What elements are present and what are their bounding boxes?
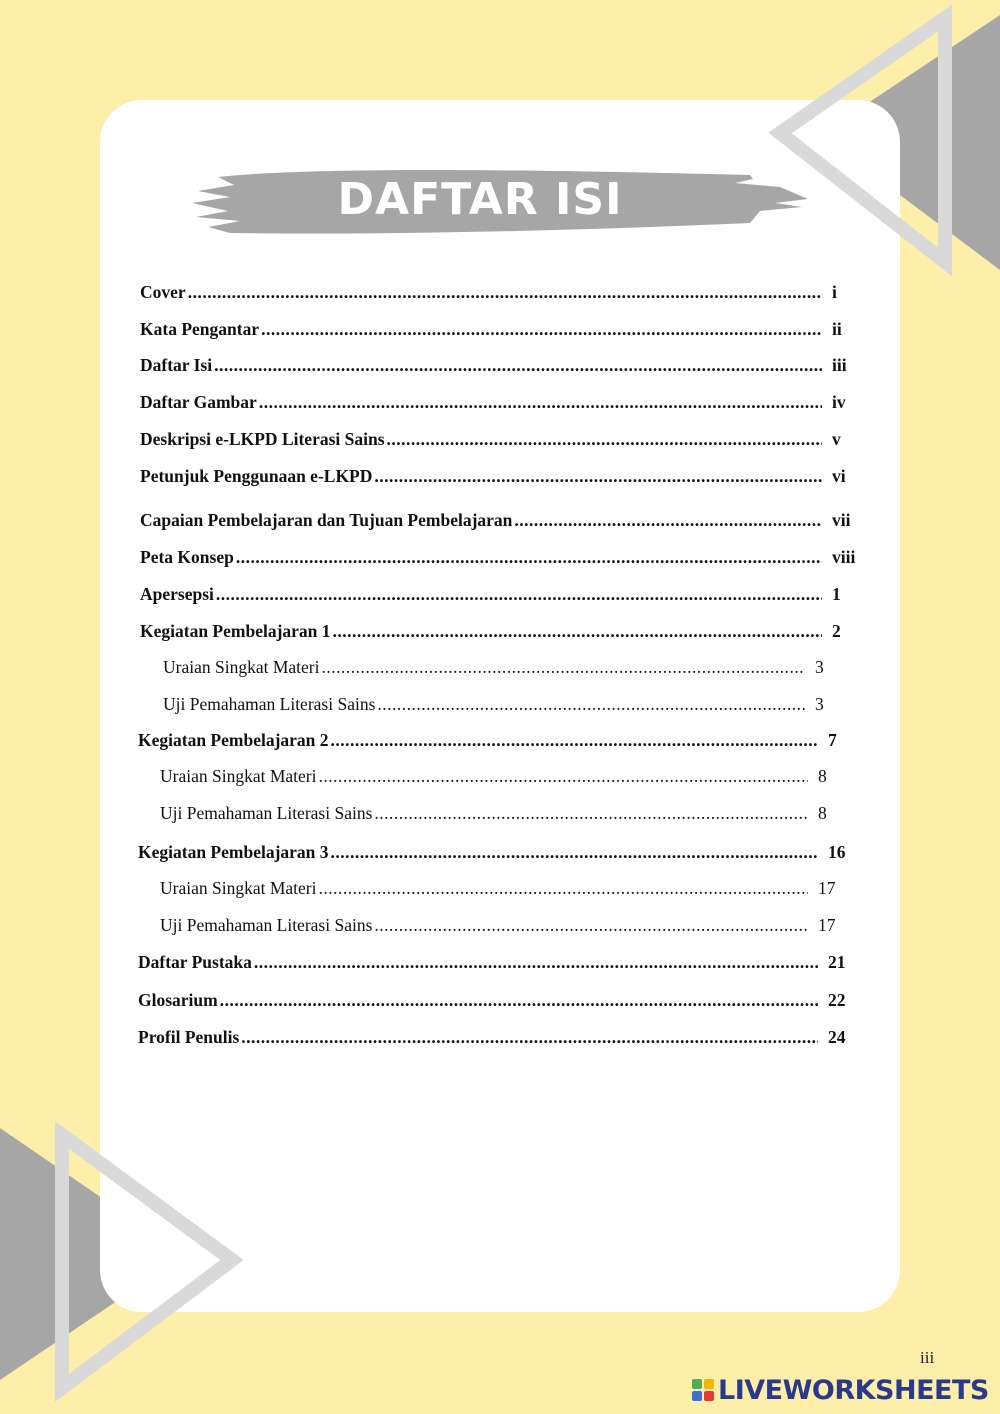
toc-entry-page: 21: [828, 952, 846, 972]
toc-dot-leader: [321, 657, 805, 678]
toc-entry-page: 16: [828, 842, 846, 862]
toc-entry-page: 3: [815, 657, 824, 677]
toc-entry-title: Uraian Singkat Materi: [160, 766, 317, 786]
toc-entry[interactable]: [140, 282, 870, 303]
toc-entry[interactable]: [140, 429, 870, 450]
toc-entry-page: iv: [832, 392, 846, 412]
toc-entry-title: Kata Pengantar: [140, 319, 260, 339]
toc-entry-page: iii: [832, 355, 847, 375]
toc-dot-leader: [374, 466, 822, 487]
toc-subentry[interactable]: [160, 803, 856, 824]
toc-entry-page: 3: [815, 694, 824, 714]
toc-entry-page: ii: [832, 319, 842, 339]
toc-entry-page: 8: [818, 766, 827, 786]
toc-entry-page: i: [832, 282, 837, 302]
page-number: iii: [920, 1348, 935, 1367]
toc-dot-leader: [377, 694, 805, 715]
toc-dot-leader: [331, 730, 818, 751]
toc-dot-leader: [318, 766, 808, 787]
toc-entry-title: Uraian Singkat Materi: [160, 878, 317, 898]
liveworksheets-brand[interactable]: [692, 1372, 989, 1408]
toc-entry[interactable]: [138, 730, 866, 751]
toc-entry[interactable]: [138, 952, 866, 973]
toc-dot-leader: [387, 429, 822, 450]
toc-entry-title: Daftar Gambar: [140, 392, 257, 412]
toc-entry[interactable]: [140, 621, 870, 642]
page-title: DAFTAR ISI: [337, 173, 623, 225]
bottom-left-triangle-outline: [62, 1135, 232, 1388]
toc-subentry[interactable]: [160, 915, 856, 936]
toc-entry[interactable]: [140, 466, 870, 487]
toc-entry-page: viii: [832, 547, 856, 567]
toc-entry-page: 24: [828, 1027, 846, 1047]
toc-dot-leader: [514, 510, 822, 531]
toc-dot-leader: [261, 319, 822, 340]
toc-entry-title: Kegiatan Pembelajaran 3: [138, 842, 329, 862]
toc-entry-title: Uji Pemahaman Literasi Sains: [163, 694, 376, 714]
toc-subentry[interactable]: [163, 694, 853, 715]
toc-entry-page: 17: [818, 878, 836, 898]
toc-entry-title: Uraian Singkat Materi: [163, 657, 320, 677]
toc-entry-title: Capaian Pembelajaran dan Tujuan Pembelajaran: [140, 510, 513, 530]
toc-dot-leader: [214, 355, 822, 376]
toc-dot-leader: [331, 842, 818, 863]
toc-dot-leader: [220, 990, 818, 1011]
toc-entry[interactable]: [138, 990, 866, 1011]
title-banner: [190, 163, 810, 241]
toc-entry[interactable]: [140, 510, 870, 531]
toc-entry-page: v: [832, 429, 841, 449]
toc-entry-page: vii: [832, 510, 851, 530]
toc-dot-leader: [318, 878, 808, 899]
toc-entry[interactable]: [140, 319, 870, 340]
toc-entry-page: vi: [832, 466, 846, 486]
toc-dot-leader: [333, 621, 822, 642]
toc-dot-leader: [254, 952, 818, 973]
brand-name: LIVEWORKSHEETS: [718, 1374, 989, 1406]
toc-dot-leader: [216, 584, 822, 605]
toc-entry-title: Peta Konsep: [140, 547, 234, 567]
toc-entry-page: 7: [828, 730, 837, 750]
toc-entry-title: Profil Penulis: [138, 1027, 240, 1047]
toc-entry-title: Cover: [140, 282, 186, 302]
toc-subentry[interactable]: [160, 766, 856, 787]
toc-entry-title: Apersepsi: [140, 584, 214, 604]
toc-dot-leader: [188, 282, 822, 303]
toc-entry-page: 8: [818, 803, 827, 823]
toc-subentry[interactable]: [160, 878, 856, 899]
toc-dot-leader: [374, 803, 808, 824]
toc-entry-title: Kegiatan Pembelajaran 2: [138, 730, 329, 750]
toc-entry[interactable]: [140, 392, 870, 413]
toc-entry-page: 17: [818, 915, 836, 935]
toc-entry[interactable]: [138, 1027, 866, 1048]
toc-entry-page: 2: [832, 621, 841, 641]
toc-entry[interactable]: [138, 842, 866, 863]
toc-entry-title: Daftar Isi: [140, 355, 213, 375]
toc-entry[interactable]: [140, 547, 870, 568]
toc-entry[interactable]: [140, 584, 870, 605]
toc-dot-leader: [236, 547, 822, 568]
toc-dot-leader: [374, 915, 808, 936]
toc-entry-title: Kegiatan Pembelajaran 1: [140, 621, 331, 641]
toc-entry-title: Uji Pemahaman Literasi Sains: [160, 915, 373, 935]
toc-entry-title: Deskripsi e-LKPD Literasi Sains: [140, 429, 385, 449]
toc-entry[interactable]: [140, 355, 870, 376]
toc-entry-title: Uji Pemahaman Literasi Sains: [160, 803, 373, 823]
liveworksheets-logo-icon: [692, 1379, 714, 1401]
toc-subentry[interactable]: [163, 657, 853, 678]
toc-entry-page: 22: [828, 990, 846, 1010]
toc-entry-title: Glosarium: [138, 990, 218, 1010]
toc-entry-title: Petunjuk Penggunaan e-LKPD: [140, 466, 373, 486]
toc-entry-title: Daftar Pustaka: [138, 952, 252, 972]
toc-entry-page: 1: [832, 584, 841, 604]
toc-dot-leader: [241, 1027, 818, 1048]
toc-dot-leader: [259, 392, 822, 413]
